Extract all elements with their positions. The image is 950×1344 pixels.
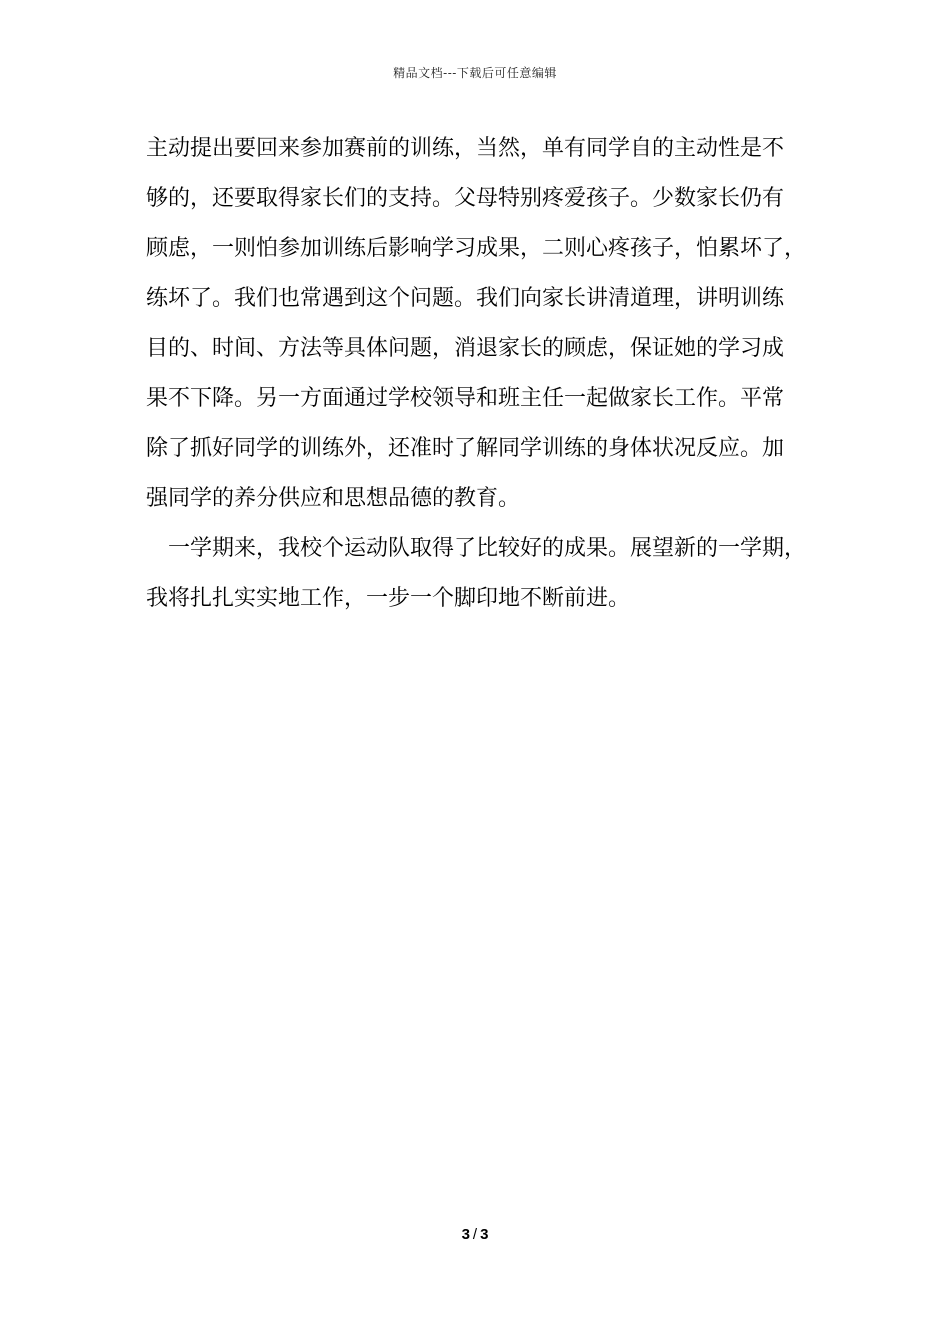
paragraph-line: 除了抓好同学的训练外，还准时了解同学训练的身体状况反应。加 bbox=[146, 436, 785, 461]
paragraph-line: 我将扎扎实实地工作，一步一个脚印地不断前进。 bbox=[146, 586, 631, 611]
total-pages: 3 bbox=[480, 1226, 489, 1243]
paragraph-line: 顾虑，一则怕参加训练后影响学习成果，二则心疼孩子，怕累坏了， bbox=[146, 236, 807, 261]
paragraph-line: 一学期来，我校个运动队取得了比较好的成果。展望新的一学期， bbox=[168, 536, 807, 561]
paragraph-line: 强同学的养分供应和思想品德的教育。 bbox=[146, 486, 521, 511]
paragraph-2 bbox=[146, 524, 826, 624]
document-body bbox=[146, 124, 826, 624]
paragraph-line: 够的，还要取得家长们的支持。父母特别疼爱孩子。少数家长仍有 bbox=[146, 186, 785, 211]
paragraph-1 bbox=[146, 124, 826, 524]
page-number bbox=[0, 1226, 950, 1243]
page-separator: / bbox=[472, 1226, 478, 1243]
paragraph-line: 主动提出要回来参加赛前的训练，当然，单有同学自的主动性是不 bbox=[146, 136, 785, 161]
paragraph-line: 练坏了。我们也常遇到这个问题。我们向家长讲清道理，讲明训练 bbox=[146, 286, 785, 311]
paragraph-line: 目的、时间、方法等具体问题，消退家长的顾虑，保证她的学习成 bbox=[146, 336, 785, 361]
paragraph-line: 果不下降。另一方面通过学校领导和班主任一起做家长工作。平常 bbox=[146, 386, 785, 411]
page-header: 精品文档---下载后可任意编辑 bbox=[393, 66, 557, 80]
current-page: 3 bbox=[461, 1226, 470, 1243]
